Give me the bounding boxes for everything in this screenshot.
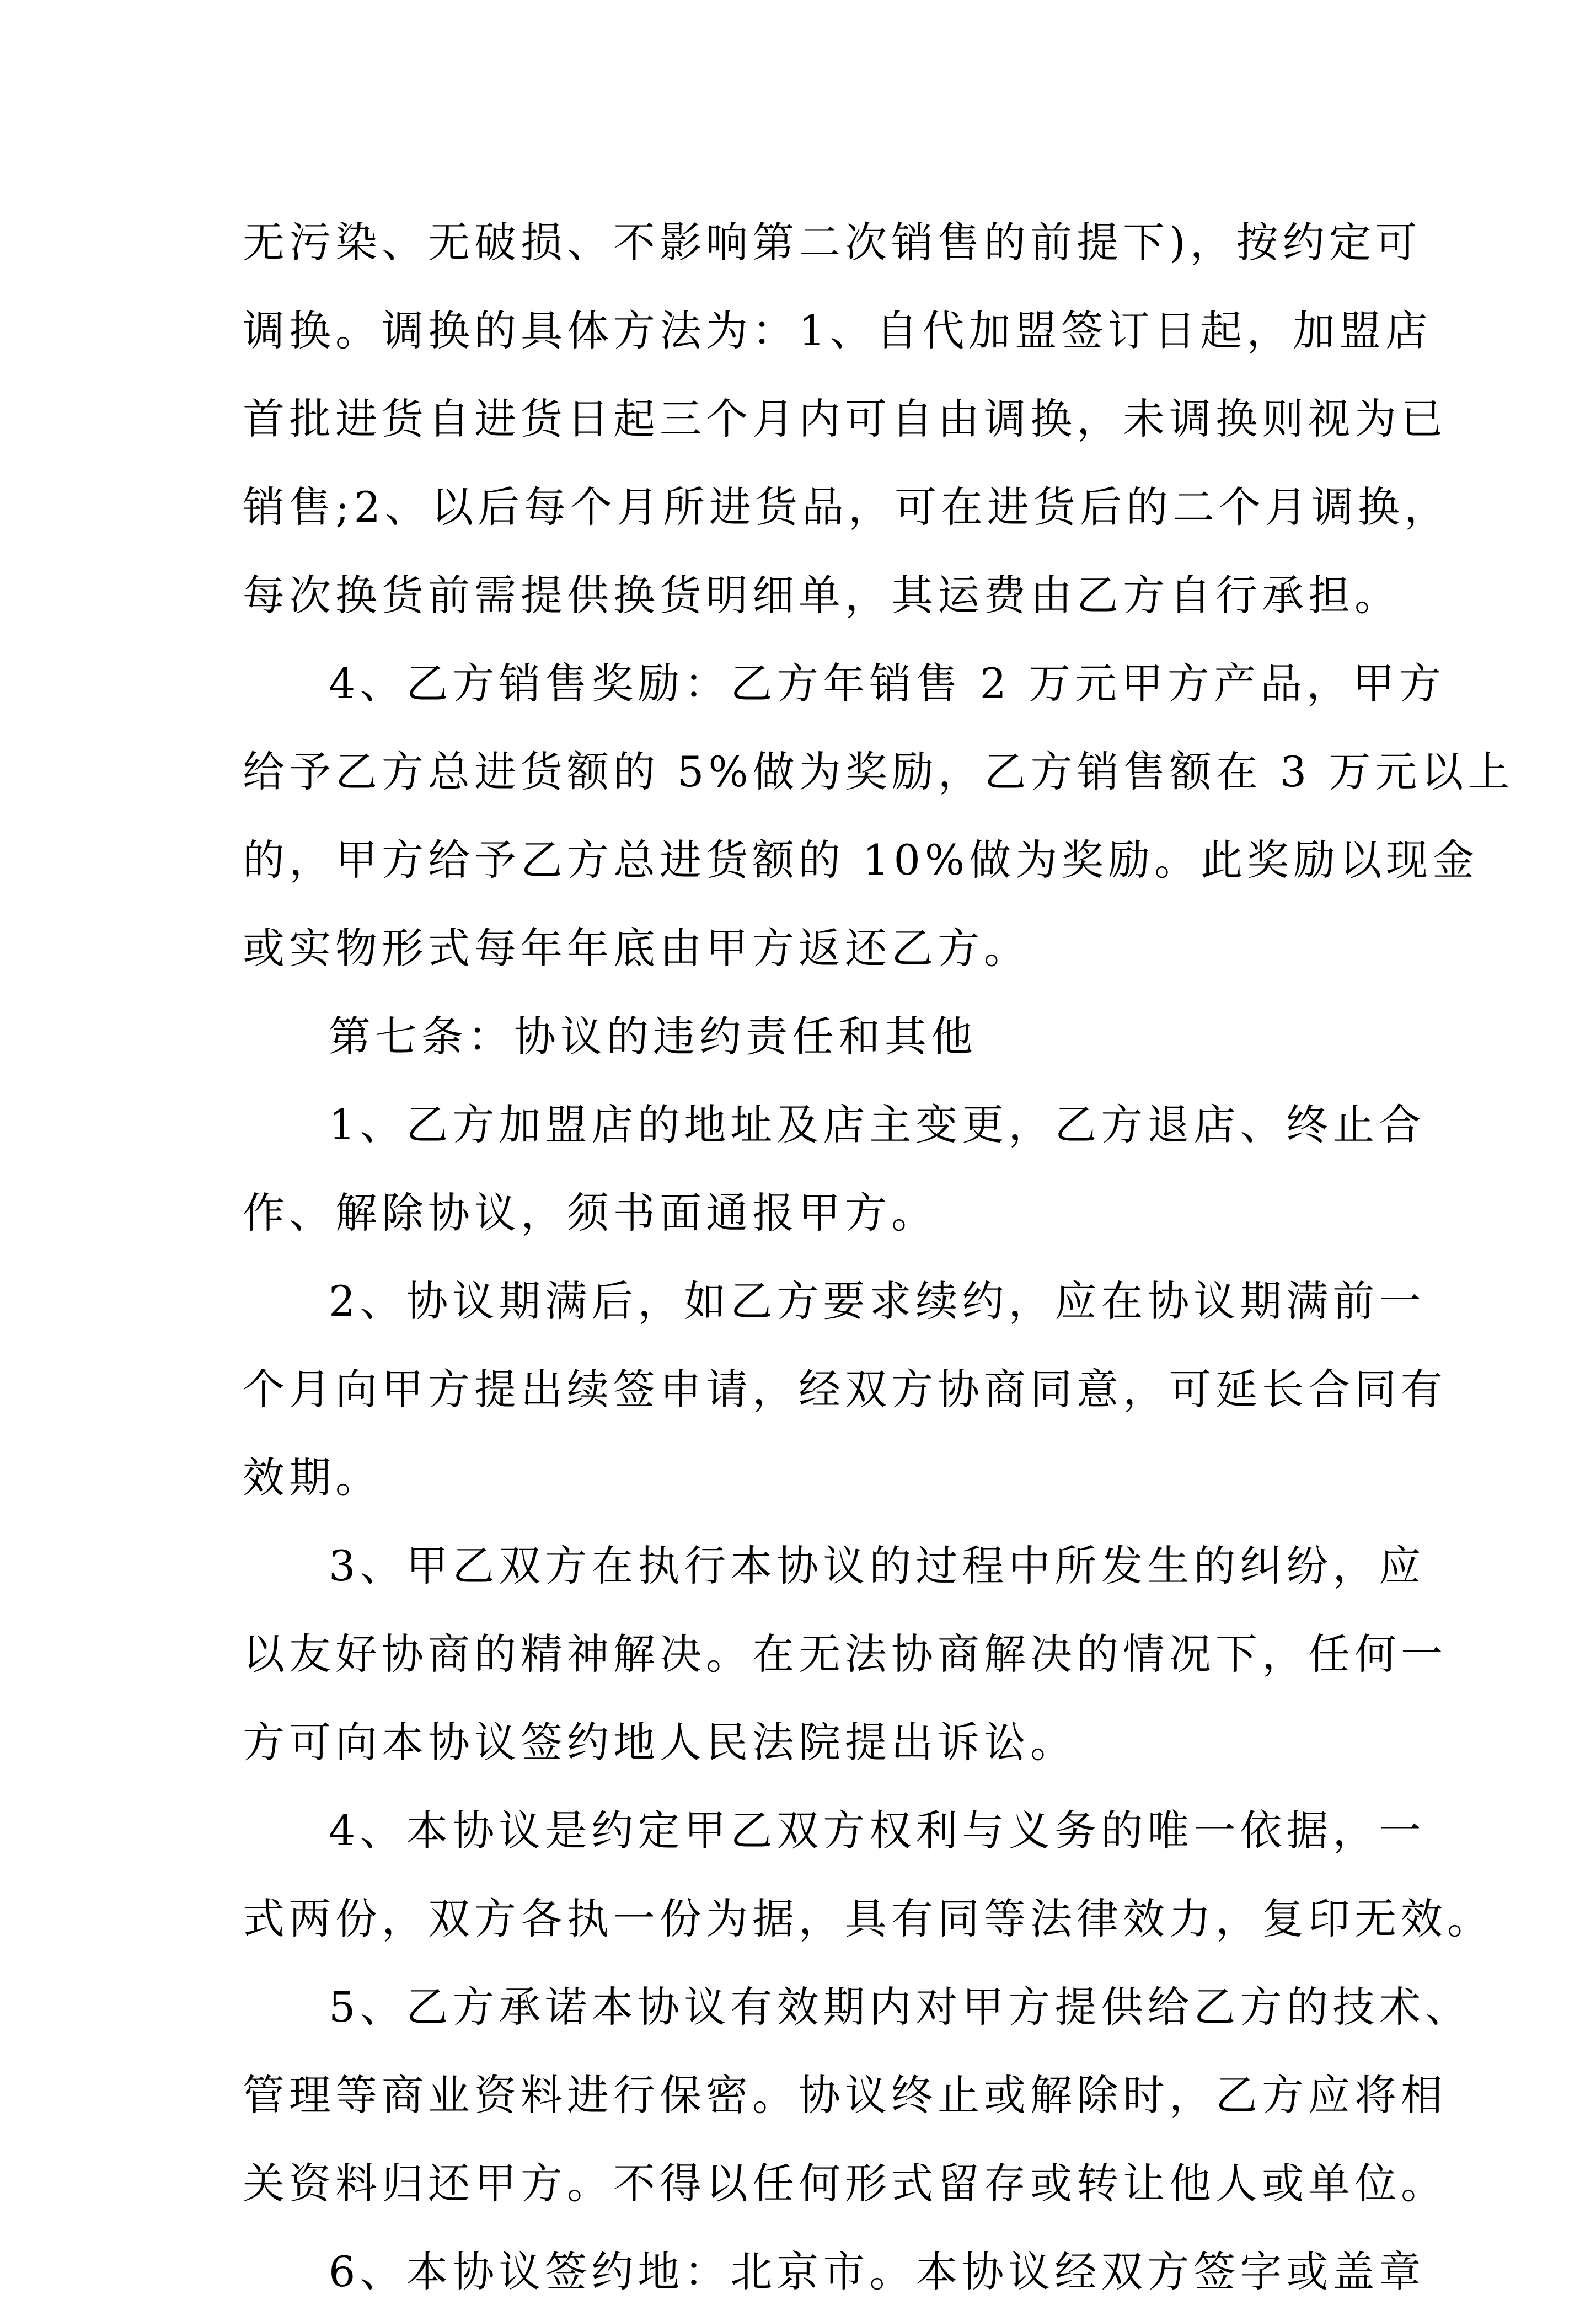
text-line: 作、解除协议，须书面通报甲方。 <box>243 1188 938 1237</box>
text-line: 个月向甲方提出续签申请，经双方协商同意，可延长合同有 <box>243 1365 1447 1414</box>
text-line: 销售;2、以后每个月所进货品，可在进货后的二个月调换， <box>243 482 1450 532</box>
text-line: 的，甲方给予乙方总进货额的 10%做为奖励。此奖励以现金 <box>243 835 1479 884</box>
text-line: 每次换货前需提供换货明细单，其运费由乙方自行承担。 <box>243 571 1401 620</box>
text-line: 4、本协议是约定甲乙双方权利与义务的唯一依据，一 <box>329 1806 1426 1855</box>
paragraph-article7-item6 <box>243 2228 1426 2316</box>
paragraph-article7-item3 <box>243 1522 1447 1787</box>
text-line: 4、乙方销售奖励：乙方年销售 2 万元甲方产品，甲方 <box>329 659 1446 708</box>
text-line: 5、乙方承诺本协议有效期内对甲方提供给乙方的技术、 <box>329 1982 1472 2031</box>
text-line: 给予乙方总进货额的 5%做为奖励，乙方销售额在 3 万元以上 <box>243 747 1514 796</box>
text-line: 效期。 <box>243 1453 382 1502</box>
text-line: 式两份，双方各执一份为据，具有同等法律效力，复印无效。 <box>243 1894 1493 1943</box>
paragraph-continuation <box>243 199 1450 640</box>
paragraph-article7-item5 <box>243 1963 1472 2228</box>
text-line: 1、乙方加盟店的地址及店主变更，乙方退店、终止合 <box>329 1100 1426 1149</box>
paragraph-article7-item4 <box>243 1787 1493 1963</box>
text-line: 以友好协商的精神解决。在无法协商解决的情况下，任何一 <box>243 1629 1447 1679</box>
section-heading-article7 <box>243 993 1368 1081</box>
paragraph-item4-sales-reward <box>243 640 1514 993</box>
text-line: 首批进货自进货日起三个月内可自由调换，未调换则视为已 <box>243 394 1447 443</box>
text-line: 无污染、无破损、不影响第二次销售的前提下)，按约定可 <box>243 218 1422 267</box>
paragraph-article7-item1 <box>243 1081 1426 1257</box>
text-line: 方可向本协议签约地人民法院提出诉讼。 <box>243 1718 1077 1767</box>
document-body <box>243 199 1514 2316</box>
text-line: 调换。调换的具体方法为：1、自代加盟签订日起，加盟店 <box>243 306 1432 355</box>
text-line: 或实物形式每年年底由甲方返还乙方。 <box>243 924 1030 973</box>
text-line: 第七条：协议的违约责任和其他 <box>329 1012 977 1061</box>
text-line: 2、协议期满后，如乙方要求续约，应在协议期满前一 <box>329 1277 1426 1326</box>
text-line: 3、甲乙双方在执行本协议的过程中所发生的纠纷，应 <box>329 1541 1426 1590</box>
text-line: 管理等商业资料进行保密。协议终止或解除时，乙方应将相 <box>243 2071 1447 2120</box>
text-line: 关资料归还甲方。不得以任何形式留存或转让他人或单位。 <box>243 2159 1447 2208</box>
text-line: 6、本协议签约地：北京市。本协议经双方签字或盖章 <box>329 2247 1426 2296</box>
paragraph-article7-item2 <box>243 1257 1447 1522</box>
